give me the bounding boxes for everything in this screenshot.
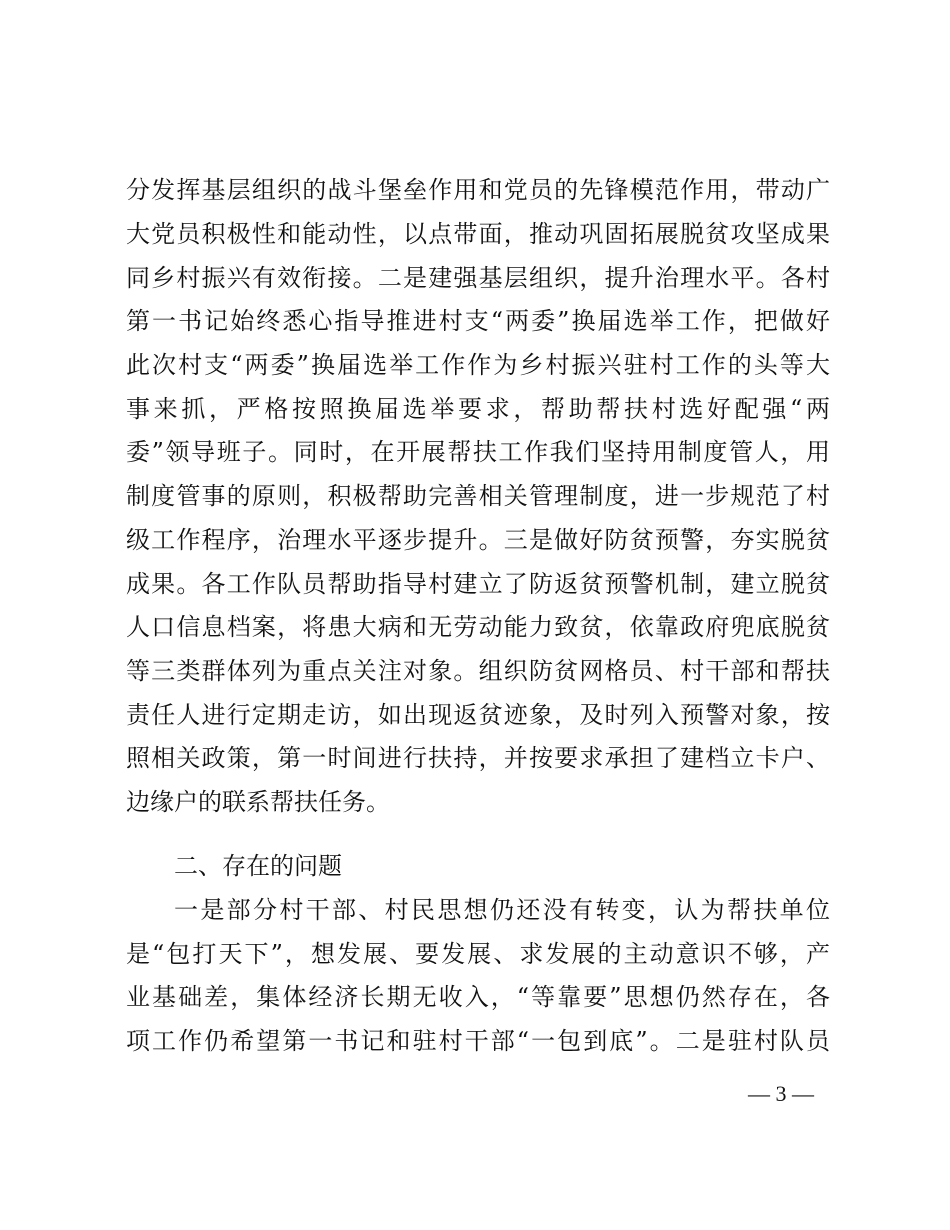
paragraph-line: 大党员积极性和能动性，以点带面，推动巩固拓展脱贫攻坚成果 xyxy=(126,220,830,248)
paragraph-line: 第一书记始终悉心指导推进村支“两委”换届选举工作，把做好 xyxy=(126,307,830,335)
paragraph-line: 事来抓，严格按照换届选举要求，帮助帮扶村选好配强“两 xyxy=(126,395,830,423)
page-number: — 3 — xyxy=(748,1081,814,1106)
paragraph-line: 业基础差，集体经济长期无收入，“等靠要”思想仍然存在，各 xyxy=(126,983,830,1011)
paragraph-line: 一是部分村干部、村民思想仍还没有转变，认为帮扶单位 xyxy=(174,896,830,924)
paragraph-line: 边缘户的联系帮扶任务。 xyxy=(126,788,390,816)
paragraph-line: 分发挥基层组织的战斗堡垒作用和党员的先锋模范作用，带动广 xyxy=(126,176,830,204)
paragraph-line: 人口信息档案，将患大病和无劳动能力致贫，依靠政府兜底脱贫 xyxy=(126,613,830,641)
paragraph-line: 委”领导班子。同时，在开展帮扶工作我们坚持用制度管人，用 xyxy=(126,438,830,466)
paragraph-line: 是“包打天下”，想发展、要发展、求发展的主动意识不够，产 xyxy=(126,940,830,968)
paragraph-line: 照相关政策，第一时间进行扶持，并按要求承担了建档立卡户、 xyxy=(126,744,830,772)
paragraph-line: 制度管事的原则，积极帮助完善相关管理制度，进一步规范了村 xyxy=(126,482,830,510)
paragraph-line: 级工作程序，治理水平逐步提升。三是做好防贫预警，夯实脱贫 xyxy=(126,526,830,554)
paragraph-line: 此次村支“两委”换届选举工作作为乡村振兴驻村工作的头等大 xyxy=(126,351,830,379)
paragraph-line: 项工作仍希望第一书记和驻村干部“一包到底”。二是驻村队员 xyxy=(126,1027,830,1055)
paragraph-line: 同乡村振兴有效衔接。二是建强基层组织，提升治理水平。各村 xyxy=(126,264,830,292)
paragraph-line: 成果。各工作队员帮助指导村建立了防返贫预警机制，建立脱贫 xyxy=(126,570,830,598)
paragraph-line: 责任人进行定期走访，如出现返贫迹象，及时列入预警对象，按 xyxy=(126,701,830,729)
section-heading: 二、存在的问题 xyxy=(174,852,342,880)
paragraph-line: 等三类群体列为重点关注对象。组织防贫网格员、村干部和帮扶 xyxy=(126,657,830,685)
